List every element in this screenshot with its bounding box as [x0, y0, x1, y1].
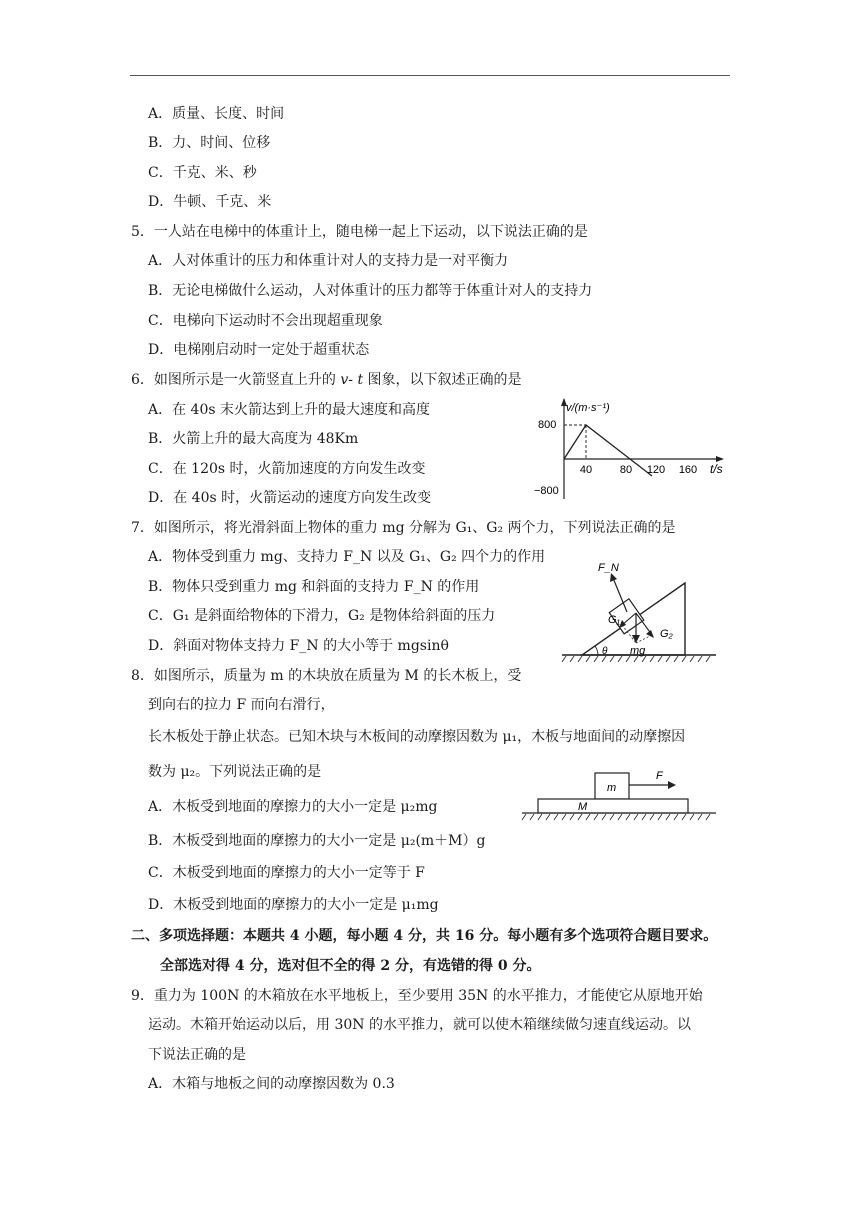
label-m: m: [607, 782, 617, 794]
vt-xtick-120: 120: [646, 464, 666, 476]
q6-stem-a: 6．如图所示是一火箭竖直上升的: [131, 372, 341, 388]
q5-option-a: A．人对体重计的压力和体重计对人的支持力是一对平衡力: [148, 253, 509, 269]
g2-arrowhead: [646, 630, 654, 638]
q5-stem: 5．一人站在电梯中的体重计上，随电梯一起上下运动，以下说法正确的是: [131, 224, 588, 240]
label-M: M: [578, 801, 588, 813]
q9-stem-line2: 运动。木箱开始运动以后，用 30N 的水平推力，就可以使木箱继续做匀速直线运动。以: [148, 1017, 691, 1033]
board-M: [538, 799, 688, 813]
q6-stem: [131, 370, 522, 390]
q8-option-a: A．木板受到地面的摩擦力的大小一定是 μ₂mg: [148, 799, 438, 815]
q5-option-d: D．电梯刚启动时一定处于超重状态: [148, 342, 370, 358]
q6-stem-var: v- t: [340, 372, 364, 388]
q6-option-c: C．在 120s 时，火箭加速度的方向发生改变: [148, 461, 426, 477]
q7-option-c: C．G₁ 是斜面给物体的下滑力，G₂ 是物体给斜面的压力: [148, 608, 496, 624]
vt-chart: [530, 395, 730, 505]
q8-stem-2: 到向右的拉力 F 而向右滑行，: [148, 697, 335, 713]
q7-stem: 7．如图所示，将光滑斜面上物体的重力 mg 分解为 G₁、G₂ 两个力，下列说法正确的是: [131, 520, 676, 536]
q6-option-d: D．在 40s 时，火箭运动的速度方向发生改变: [148, 490, 432, 506]
vt-xtick-160: 160: [678, 464, 698, 476]
q8-option-d: D．木板受到地面的摩擦力的大小一定是 μ₁mg: [148, 897, 439, 913]
q5-option-c: C．电梯向下运动时不会出现超重现象: [148, 313, 383, 329]
vt-ytick-neg800: −800: [534, 485, 559, 497]
vt-plot-group: [564, 425, 652, 476]
vt-xtick-80: 80: [619, 464, 633, 476]
theta-arc: [595, 646, 598, 655]
q8-stem-3: 长木板处于静止状态。已知木块与木板间的动摩擦因数为 μ₁，木板与地面间的动摩擦因: [148, 729, 686, 745]
q8-option-c: C．木板受到地面的摩擦力的大小一定等于 F: [148, 865, 425, 881]
q8-option-b: B．木板受到地面的摩擦力的大小一定是 μ₂(m＋M）g: [148, 833, 486, 849]
q9-stem-line3: 下说法正确的是: [148, 1047, 246, 1063]
q4-option-a: A．质量、长度、时间: [148, 106, 285, 122]
vt-xtick-40: 40: [579, 464, 593, 476]
q7-option-d: D．斜面对物体支持力 F_N 的大小等于 mgsinθ: [148, 638, 449, 654]
q7-option-b: B．物体只受到重力 mg 和斜面的支持力 F_N 的作用: [148, 579, 480, 595]
incline-figure: [560, 555, 720, 665]
fn-label: F_N: [598, 562, 619, 574]
section2-heading-line2: 全部选对得 4 分，选对但不全的得 2 分，有选错的得 0 分。: [160, 958, 541, 974]
q6-option-a: A．在 40s 末火箭达到上升的最大速度和高度: [148, 402, 431, 418]
q4-option-d: D．牛顿、千克、米: [148, 194, 272, 210]
label-F: F: [656, 770, 663, 782]
vt-ytick-800: 800: [538, 419, 557, 431]
g1-label: G₁: [608, 614, 621, 626]
q6-stem-b: 图象，以下叙述正确的是: [363, 372, 522, 388]
mg-label: mg: [630, 645, 646, 657]
header-rule: [130, 75, 730, 76]
q7-option-a: A．物体受到重力 mg、支持力 F_N 以及 G₁、G₂ 四个力的作用: [148, 549, 546, 565]
section2-heading-line1: 二、多项选择题：本题共 4 小题，每小题 4 分，共 16 分。每小题有多个选项符合题目要求。: [131, 928, 718, 944]
theta-label: θ: [602, 646, 608, 657]
q4-option-b: B．力、时间、位移: [148, 135, 271, 151]
q9-option-a: A．木箱与地板之间的动摩擦因数为 0.3: [148, 1076, 395, 1092]
vt-xlabel: t/s: [710, 462, 723, 476]
board-ground-hatch: [522, 814, 710, 820]
q5-option-b: B．无论电梯做什么运动，人对体重计的压力都等于体重计对人的支持力: [148, 283, 593, 299]
q8-stem-4: 数为 μ₂。下列说法正确的是: [148, 764, 322, 780]
vt-ylabel: v/(m·s⁻¹): [566, 402, 610, 414]
q4-option-c: C．千克、米、秒: [148, 165, 257, 181]
q8-stem-1: 8．如图所示，质量为 m 的木块放在质量为 M 的长木板上，受: [131, 668, 522, 684]
q9-stem-line1: 9．重力为 100N 的木箱放在水平地板上，至少要用 35N 的水平推力，才能使它从原地开始: [131, 988, 703, 1004]
g2-label: G₂: [660, 628, 673, 640]
force-f-arrowhead: [668, 781, 676, 789]
q6-option-b: B．火箭上升的最大高度为 48Km: [148, 431, 359, 447]
vt-series-line: [564, 425, 652, 476]
block-board-figure: [520, 765, 720, 827]
